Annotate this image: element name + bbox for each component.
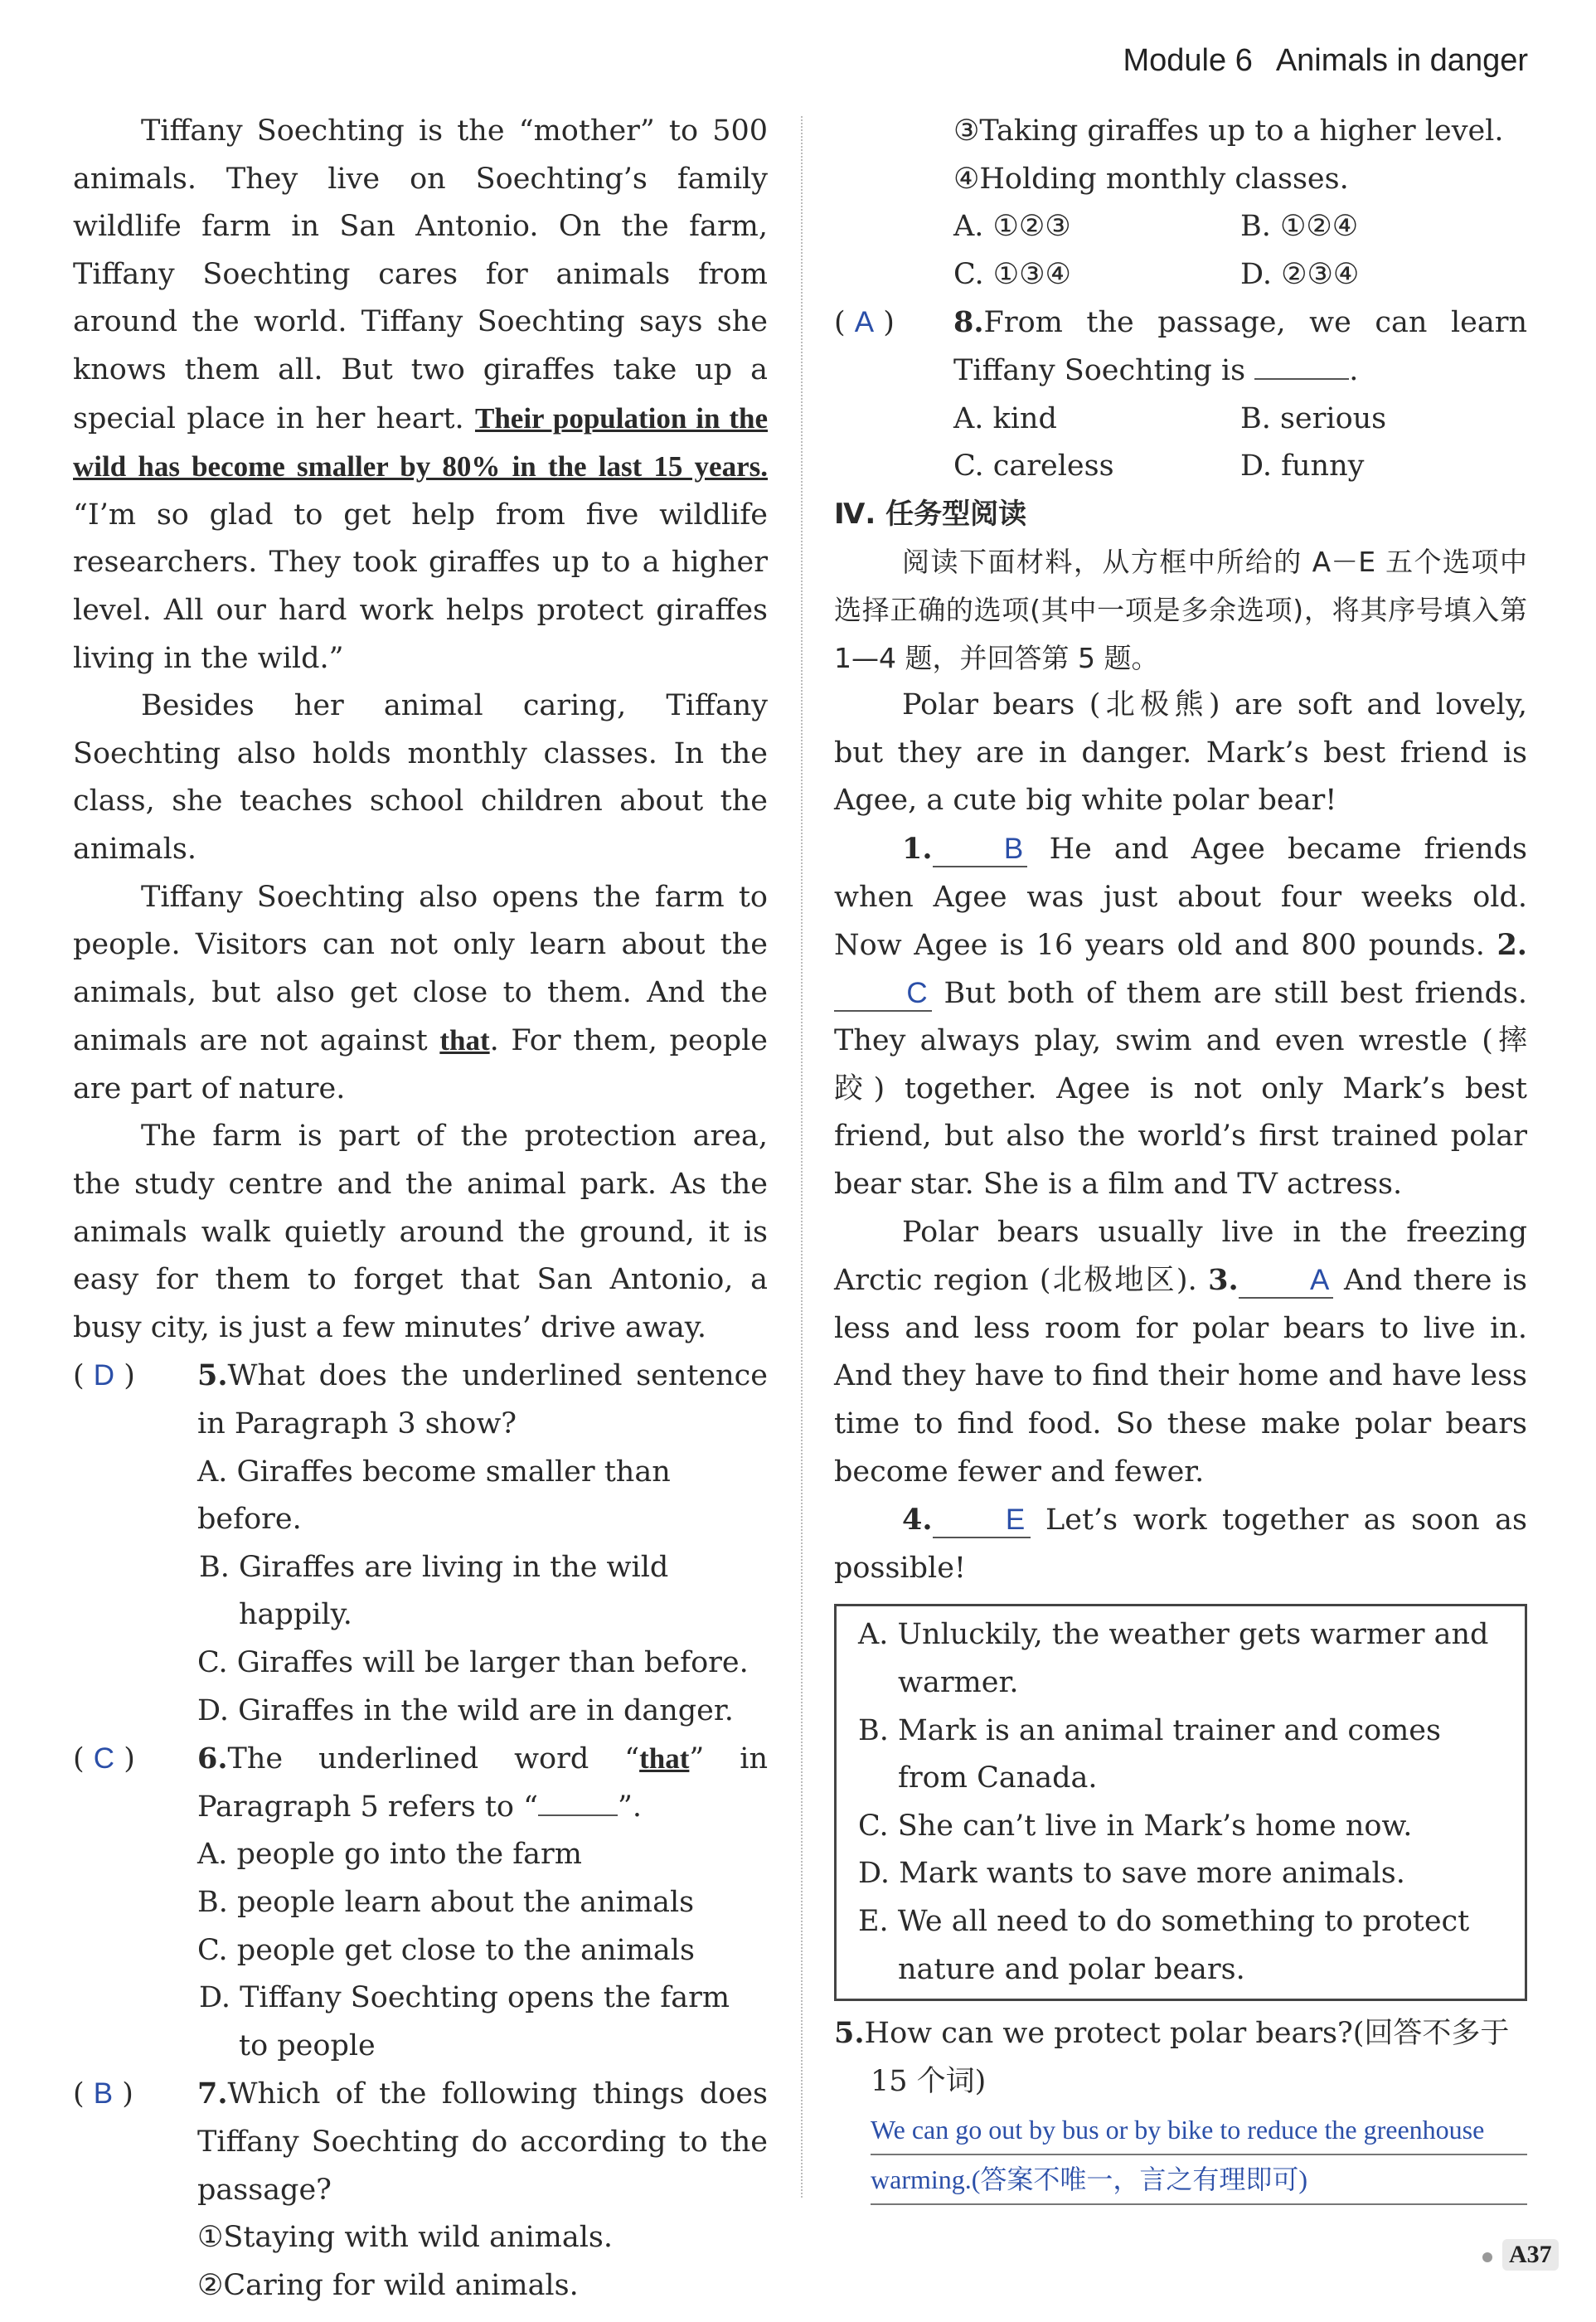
passage-paragraph-2: Besides her animal caring, Tiffany Soechting also holds monthly classes. In the class, she teaches school children about the animals. (73, 689, 768, 866)
option: D. Giraffes in the wild are in danger. (197, 1693, 734, 1727)
page-header (1123, 43, 1529, 79)
blank-1: B (933, 833, 1027, 867)
box-option-e: E. We all need to do something to protect nature and polar bears. (858, 1904, 1470, 1986)
box-option-a: A. Unluckily, the weather gets warmer and warmer. (858, 1618, 1489, 1699)
page-number: A37 (1502, 2239, 1559, 2271)
answer-value: C (93, 1742, 115, 1776)
option: B. Giraffes are living in the wild happily. (199, 1550, 669, 1632)
reading-paragraph-2: 1. B He and Agee became friends when Agee was just about four weeks old. Now Agee is 16 years old and 800 pounds. 2.C But both of them are still best friends. They always play, swim and even wrestle (摔跤) together. Agee is not only Mark’s best friend, but also the world’s first trained polar bear star. She is a film and TV actress. (834, 831, 1527, 1202)
column-divider (801, 116, 803, 2198)
answer-value: B (93, 2077, 114, 2111)
passage-paragraph-1: Tiffany Soechting is the “mother” to 500 animals. They live on Soechting’s family wildlife farm in San Antonio. On the farm, Tiffany Soechting cares for animals from around the world. Tiffany Soechting says she knows them all. But two giraffes take up a special place in her heart. Their population in the wild has become smaller by 80% in the last 15 years. “I’m so glad to get help from five wildlife researchers. They took giraffes up to a higher level. All our hard work helps protect giraffes living in the wild.” (73, 114, 769, 675)
answer-bracket: ( B ) (73, 2077, 133, 2111)
page-dot-icon (1482, 2252, 1492, 2262)
option-item: ①Staying with wild animals. (197, 2221, 614, 2255)
question-6: ( C ) 6.The underlined word “that” in Paragraph 5 refers to “ ”. (73, 1735, 768, 1831)
passage-paragraph-3: Tiffany Soechting also opens the farm to people. Visitors can not only learn about the animals, but also get close to them. And the animals are not against that. For them, people are part of nature. (73, 880, 769, 1105)
answer-value: A (854, 306, 875, 339)
option: C. people get close to the animals (197, 1933, 695, 1967)
question-5: ( D ) 5.What does the underlined sentence in Paragraph 3 show? (73, 1352, 768, 1448)
module-title: Animals in danger (1275, 43, 1528, 78)
answer-line-1: We can go out by bus or by bike to reduce the greenhouse (871, 2106, 1527, 2155)
blank-2: C (834, 977, 932, 1012)
section-title: Ⅳ. 任务型阅读 (834, 497, 1027, 531)
option: B. people learn about the animals (197, 1885, 695, 1919)
options-box (834, 1604, 1527, 2001)
question-7: ( B ) 7.Which of the following things does Tiffany Soechting do according to the passage? (73, 2070, 768, 2214)
answer-bracket: ( A ) (834, 306, 895, 340)
right-column (834, 108, 1527, 2205)
question-5-open: 5.How can we protect polar bears?(回答不多于 15 个词) (834, 2016, 1510, 2098)
answer-line-2: warming.(答案不唯一，言之有理即可) (871, 2155, 1527, 2205)
reading-paragraph-3: Polar bears usually live in the freezing Arctic region (北极地区). 3. A And there is less and less room for polar bears to live in. And they have to find their home and have less time to find food. So these make polar bears become fewer and fewer. (834, 1215, 1527, 1489)
reading-paragraph-1: Polar bears (北极熊) are soft and lovely, but they are in danger. Mark’s best friend is Agee, a cute big white polar bear! (834, 688, 1527, 818)
left-column (73, 108, 768, 2310)
box-option-c: C. She can’t live in Mark’s home now. (858, 1809, 1413, 1843)
option-item: ④Holding monthly classes. (953, 162, 1349, 196)
passage-paragraph-4: The farm is part of the protection area, the study centre and the animal park. As the animals walk quietly around the ground, it is easy for them to forget that San Antonio, a busy city, is just a few minutes’ drive away. (73, 1120, 768, 1344)
module-label: Module 6 (1123, 43, 1253, 78)
option: C. Giraffes will be larger than before. (197, 1646, 749, 1679)
option: A. Giraffes become smaller than before. (197, 1455, 671, 1537)
reading-paragraph-4: 4. E Let’s work together as soon as possible! (834, 1503, 1527, 1585)
option: D. Tiffany Soechting opens the farm to people (199, 1981, 730, 2062)
question-8: ( A ) 8.From the passage, we can learn Tiffany Soechting is . (834, 299, 1527, 395)
option-row: C. ①③④ D. ②③④ (953, 257, 1360, 291)
answer-value: D (93, 1359, 115, 1392)
blank-4: E (933, 1503, 1031, 1538)
option-item: ②Caring for wild animals. (197, 2268, 579, 2302)
box-option-b: B. Mark is an animal trainer and comes from Canada. (858, 1713, 1441, 1795)
instructions: 阅读下面材料，从方框中所给的 A－E 五个选项中选择正确的选项(其中一项是多余选项)，将其序号填入第 1—4 题，并回答第 5 题。 (834, 546, 1527, 674)
blank-3: A (1239, 1264, 1333, 1299)
option-row: A. ①②③ B. ①②④ (953, 210, 1359, 244)
option: A. people go into the farm (197, 1838, 582, 1872)
option-row: C. careless D. funny (953, 449, 1365, 483)
underlined-sentence: Their population in the wild has become smaller by 80% in the last 15 years. (73, 401, 769, 483)
answer-bracket: ( D ) (73, 1359, 135, 1393)
underlined-word: that (439, 1024, 490, 1057)
answer-bracket: ( C ) (73, 1742, 135, 1776)
option-item: ③Taking giraffes up to a higher level. (953, 114, 1504, 148)
option-row: A. kind B. serious (953, 401, 1387, 435)
box-option-d: D. Mark wants to save more animals. (858, 1857, 1405, 1891)
